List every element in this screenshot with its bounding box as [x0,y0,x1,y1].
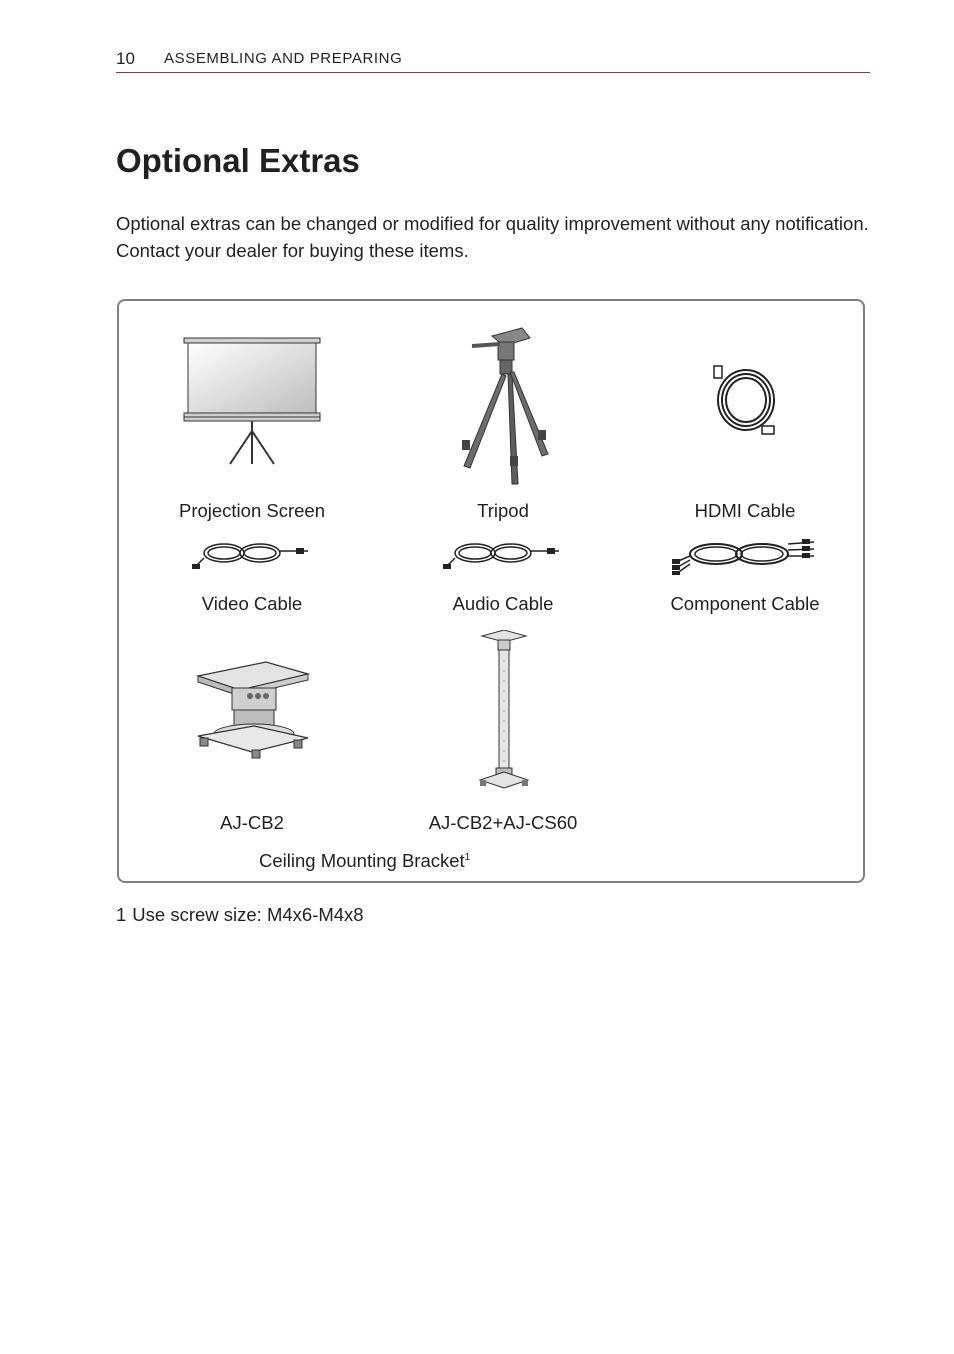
tripod-icon [452,316,556,488]
component-cable-icon [672,536,818,576]
footnote-text: Use screw size: M4x6-M4x8 [132,904,364,925]
page-header [116,48,870,73]
label-tripod: Tripod [477,500,529,521]
page-number: 10 [116,49,135,68]
label-aj-cb2: AJ-CB2 [220,812,284,833]
label-aj-cb2-aj-cs60: AJ-CB2+AJ-CS60 [428,812,578,833]
audio-cable-icon [443,540,563,570]
footnote-number: 1 [116,904,127,925]
label-component-cable: Component Cable [670,593,820,614]
video-cable-icon [192,540,312,570]
projection-screen-icon [182,336,322,468]
page-title: Optional Extras [116,142,360,179]
intro-line-2: Contact your dealer for buying these items. [116,240,469,261]
bracket-footnote-marker: 1 [464,851,471,863]
label-hdmi-cable: HDMI Cable [694,500,796,521]
ceiling-mounting-bracket-caption [259,850,470,872]
label-video-cable: Video Cable [201,593,303,614]
label-projection-screen: Projection Screen [178,500,326,521]
section-label: ASSEMBLING AND PREPARING [164,50,403,67]
ceiling-pole-bracket-icon [476,630,532,792]
intro-line-1: Optional extras can be changed or modified for quality improvement without any notification. [116,213,869,234]
ceiling-bracket-icon [194,658,312,762]
intro-text [116,210,876,264]
bracket-caption-text: Ceiling Mounting Bracket [259,850,465,871]
hdmi-cable-icon [712,362,780,440]
footnote [116,904,364,926]
label-audio-cable: Audio Cable [452,593,554,614]
